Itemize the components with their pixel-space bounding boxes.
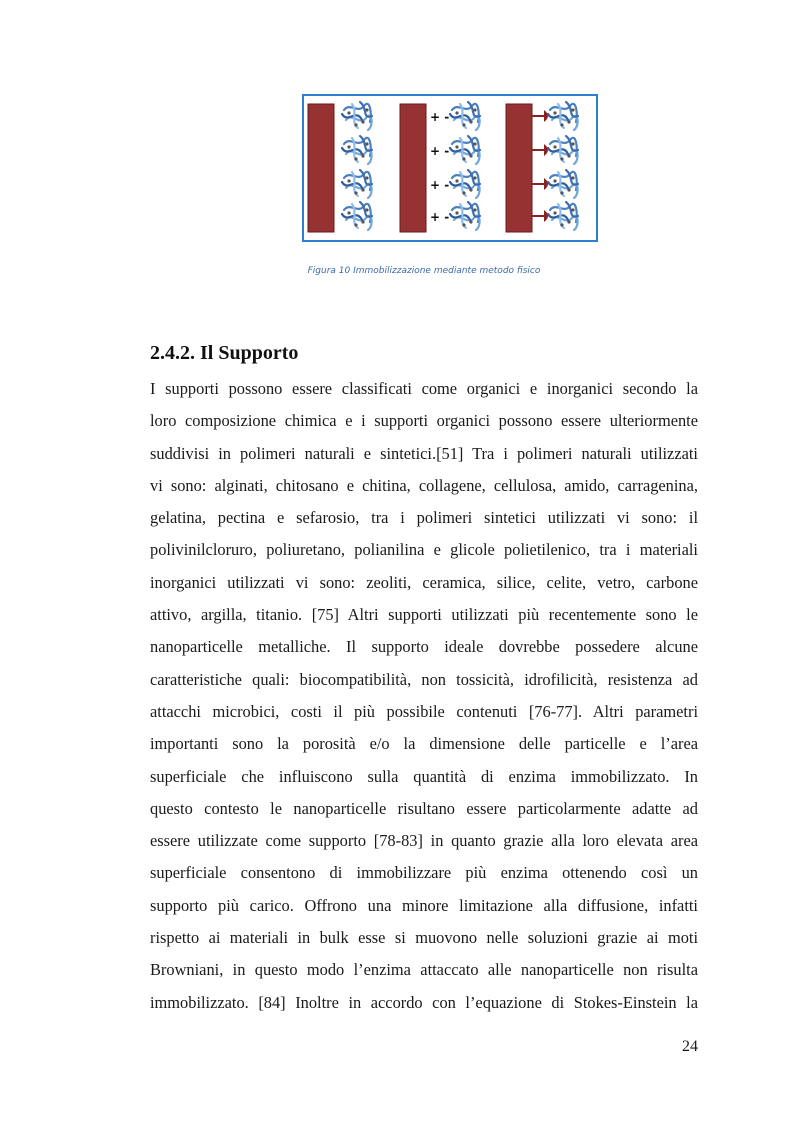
enzyme-icon [450,136,480,164]
body-line: loro composizione chimica e i supporti organici possono essere ulteriormente [150,411,698,431]
support-bar [308,104,334,232]
section-body [150,373,698,1019]
section-heading: 2.4.2. Il Supporto [150,342,299,364]
charge-label: + - [430,110,450,124]
body-line: polivinilcloruro, poliuretano, polianilina e glicole polietilenico, tra i materiali [150,540,698,560]
figure-caption: Figura 10 Immobilizzazione mediante metodo fisico [307,266,541,276]
charge-label: + - [430,144,450,158]
linker-cup [544,210,548,222]
enzyme-icon [548,136,578,164]
body-line: suddivisi in polimeri naturali e sintetici.[51] Tra i polimeri naturali utilizzati [150,443,698,463]
enzyme-icon [342,136,372,164]
linker-cup [544,144,548,156]
enzyme-icon [548,202,578,230]
body-line: immobilizzato. [84] Inoltre in accordo con l’equazione di Stokes-Einstein la [150,992,698,1012]
body-line: gelatina, pectina e sefarosio, tra i polimeri sintetici utilizzati vi sono: il [150,508,698,528]
charge-label: + - [430,210,450,224]
charge-label: + - [430,178,450,192]
body-line: caratteristiche quali: biocompatibilità, non tossicità, idrofilicità, resistenza ad [150,669,698,689]
body-line: attacchi microbici, costi il più possibile contenuti [76-77]. Altri parametri [150,701,698,721]
enzyme-icon [450,170,480,198]
linker-cup [544,178,548,190]
linker-cup [544,110,548,122]
body-line: I supporti possono essere classificati come organici e inorganici secondo la [150,379,698,398]
body-line: nanoparticelle metalliche. Il supporto ideale dovrebbe possedere alcune [150,637,698,657]
enzyme-icon [342,170,372,198]
body-line: importanti sono la porosità e/o la dimensione delle particelle e l’area [150,734,698,754]
enzyme-icon [548,102,578,130]
enzyme-icon [450,202,480,230]
page-number: 24 [682,1038,698,1055]
body-line: rispetto ai materiali in bulk esse si muovono nelle soluzioni grazie ai moti [150,928,698,948]
body-line: inorganici utilizzati vi sono: zeoliti, ceramica, silice, celite, vetro, carbone [150,572,698,592]
enzyme-icon [342,102,372,130]
support-bar [506,104,532,232]
body-line: vi sono: alginati, chitosano e chitina, collagene, cellulosa, amido, carragenina, [150,475,698,495]
enzyme-icon [450,102,480,130]
enzyme-icon [548,170,578,198]
figure-immobilization [302,94,598,242]
enzyme-icon [342,202,372,230]
body-line: Browniani, in questo modo l’enzima attaccato alle nanoparticelle non risulta [150,960,698,980]
immobilization-diagram [304,96,596,240]
body-line: supporto più carico. Offrono una minore limitazione alla diffusione, infatti [150,895,698,915]
body-line: superficiale che influiscono sulla quantità di enzima immobilizzato. In [150,766,698,786]
body-line: essere utilizzate come supporto [78-83] in quanto grazie alla loro elevata area [150,831,698,851]
body-line: superficiale consentono di immobilizzare più enzima ottenendo così un [150,863,698,883]
body-line: attivo, argilla, titanio. [75] Altri supporti utilizzati più recentemente sono le [150,605,698,625]
support-bar [400,104,426,232]
body-line: questo contesto le nanoparticelle risultano essere particolarmente adatte ad [150,798,698,818]
